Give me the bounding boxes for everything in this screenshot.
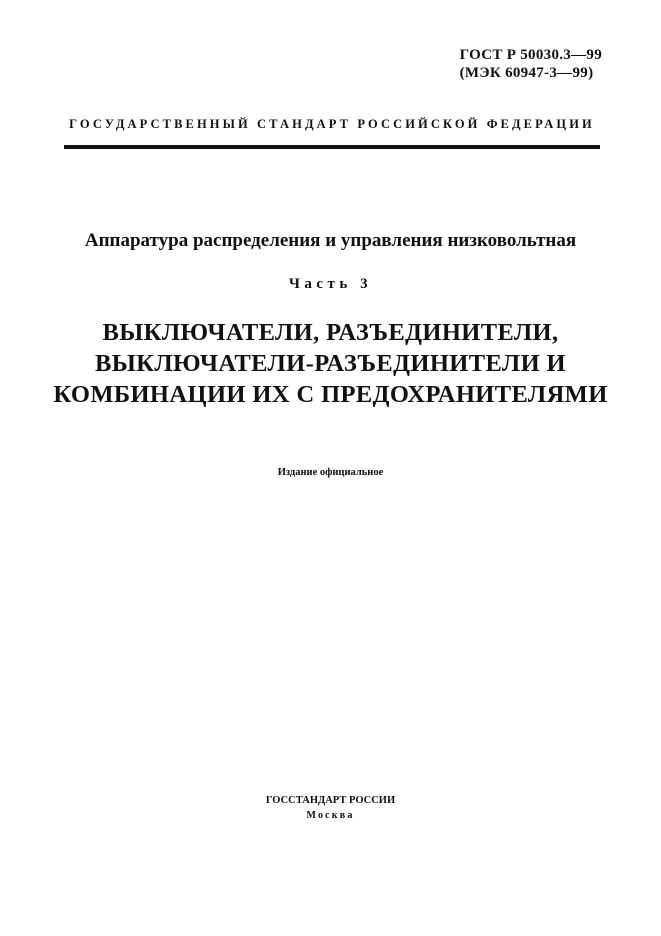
main-title: Аппаратура распределения и управления низковольтная [84, 230, 577, 251]
gost-number: ГОСТ Р 50030.3—99 [459, 47, 602, 63]
subtitle-line-2: ВЫКЛЮЧАТЕЛИ-РАЗЪЕДИНИТЕЛИ И [94, 350, 567, 377]
document-subtitle [20, 317, 641, 410]
document-number-block [460, 46, 602, 82]
edition-label: Издание официальное [277, 467, 384, 478]
publisher-city: Москва [306, 810, 355, 821]
state-standard-heading: ГОСУДАРСТВЕННЫЙ СТАНДАРТ РОССИЙСКОЙ ФЕДЕРАЦИИ [69, 117, 595, 131]
subtitle-line-3: КОМБИНАЦИИ ИХ С ПРЕДОХРАНИТЕЛЯМИ [53, 381, 608, 408]
heading-divider [64, 145, 600, 149]
subtitle-line-1: ВЫКЛЮЧАТЕЛИ, РАЗЪЕДИНИТЕЛИ, [102, 319, 559, 346]
iec-number: (МЭК 60947-3—99) [459, 65, 594, 81]
part-label: Часть 3 [288, 276, 373, 292]
publisher-name: ГОССТАНДАРТ РОССИИ [265, 795, 396, 806]
